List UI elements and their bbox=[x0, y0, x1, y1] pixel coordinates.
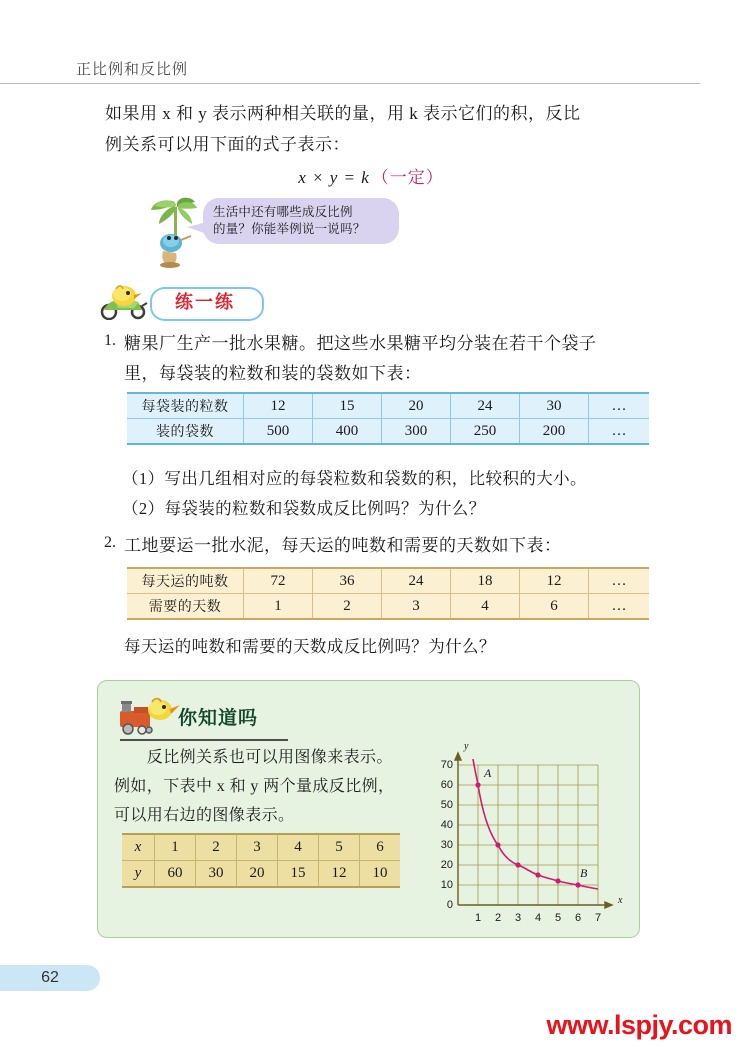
table-cell: 60 bbox=[155, 861, 196, 888]
table-cell: 500 bbox=[244, 419, 313, 445]
speech-bubble bbox=[203, 198, 399, 244]
xy-table bbox=[122, 833, 400, 888]
cement-table-row1-header: 每天运的吨数 bbox=[127, 568, 244, 594]
table-cell: … bbox=[589, 393, 650, 419]
candy-table bbox=[127, 392, 649, 445]
table-cell: 4 bbox=[278, 834, 319, 861]
train-with-chick-icon bbox=[116, 697, 186, 737]
formula bbox=[0, 163, 740, 188]
intro-paragraph bbox=[105, 98, 651, 160]
table-cell: 20 bbox=[237, 861, 278, 888]
table-cell: 72 bbox=[244, 568, 313, 594]
table-cell: 24 bbox=[382, 568, 451, 594]
table-cell: 2 bbox=[313, 594, 382, 620]
running-header bbox=[0, 58, 740, 88]
question-2-text bbox=[124, 531, 654, 561]
speech-bubble-group bbox=[145, 196, 445, 266]
table-cell: 15 bbox=[313, 393, 382, 419]
table-cell: 1 bbox=[244, 594, 313, 620]
practice-banner bbox=[98, 284, 318, 322]
xy-table-x-label: x bbox=[122, 834, 155, 861]
svg-text:30: 30 bbox=[440, 839, 453, 851]
table-cell: 300 bbox=[382, 419, 451, 445]
did-you-know-title: 你知道吗 bbox=[178, 708, 259, 729]
did-you-know-paragraph: 反比例关系也可以用图像来表示。例如，下表中 x 和 y 两个量成反比例，可以用右边的图像表示。 bbox=[114, 749, 395, 824]
question-2-followup: 每天运的吨数和需要的天数成反比例吗？为什么？ bbox=[124, 637, 496, 656]
table-cell: 250 bbox=[451, 419, 520, 445]
question-1-number: 1. bbox=[104, 332, 116, 349]
page-title: 正比例和反比例 bbox=[76, 62, 189, 78]
question-1-line-1: 糖果厂生产一批水果糖。把这些水果糖平均分装在若干个袋子 bbox=[124, 334, 597, 353]
svg-text:3: 3 bbox=[514, 912, 522, 924]
intro-line-1: 如果用 x 和 y 表示两种相关联的量，用 k 表示它们的积，反比 bbox=[105, 104, 581, 123]
graph-x-axis-label: x bbox=[618, 895, 623, 906]
table-cell: 6 bbox=[360, 834, 401, 861]
table-row bbox=[127, 393, 649, 419]
svg-text:70: 70 bbox=[440, 759, 453, 771]
table-cell: 400 bbox=[313, 419, 382, 445]
bubble-line-1: 生活中还有哪些成反比例 bbox=[213, 205, 353, 219]
graph-point-label-a: A bbox=[484, 766, 492, 780]
xy-table-y-label: y bbox=[122, 861, 155, 888]
question-1-sub-2: （2）每袋装的粒数和袋数成反比例吗？为什么？ bbox=[122, 499, 486, 518]
practice-label: 练一练 bbox=[175, 292, 235, 312]
table-cell: 24 bbox=[451, 393, 520, 419]
graph-point-label-b: B bbox=[580, 866, 588, 880]
svg-text:1: 1 bbox=[474, 912, 482, 924]
candy-table-row1-header: 每袋装的粒数 bbox=[127, 393, 244, 419]
svg-text:60: 60 bbox=[440, 779, 453, 791]
table-cell: 12 bbox=[520, 568, 589, 594]
svg-text:6: 6 bbox=[574, 912, 582, 924]
table-cell: 2 bbox=[196, 834, 237, 861]
header-divider bbox=[0, 83, 700, 84]
table-cell: 36 bbox=[313, 568, 382, 594]
question-1-text bbox=[124, 329, 654, 389]
table-cell: 6 bbox=[520, 594, 589, 620]
table-row bbox=[122, 861, 400, 888]
formula-note: （一定） bbox=[371, 168, 444, 187]
site-watermark: www.lspjy.com bbox=[546, 1010, 732, 1040]
question-2-line-1: 工地要运一批水泥，每天运的吨数和需要的天数如下表： bbox=[124, 536, 562, 555]
table-cell: … bbox=[589, 419, 650, 445]
table-cell: 20 bbox=[382, 393, 451, 419]
table-cell: 18 bbox=[451, 568, 520, 594]
table-cell: 10 bbox=[360, 861, 401, 888]
bubble-line-2: 的量？你能举例说一说吗？ bbox=[213, 222, 366, 236]
table-row bbox=[122, 834, 400, 861]
graph-y-axis-label: y bbox=[464, 741, 469, 752]
svg-text:7: 7 bbox=[594, 912, 602, 924]
svg-text:5: 5 bbox=[554, 912, 562, 924]
table-cell: 30 bbox=[196, 861, 237, 888]
formula-expression: x × y = k bbox=[298, 168, 370, 187]
candy-table-row2-header: 装的袋数 bbox=[127, 419, 244, 445]
table-cell: 12 bbox=[244, 393, 313, 419]
table-cell: 5 bbox=[319, 834, 360, 861]
table-cell: 3 bbox=[237, 834, 278, 861]
intro-line-2: 例关系可以用下面的式子表示： bbox=[105, 135, 350, 154]
chick-on-bike-icon bbox=[98, 284, 150, 320]
did-you-know-box bbox=[97, 680, 640, 938]
question-1-line-2: 里，每袋装的粒数和装的袋数如下表： bbox=[124, 364, 422, 383]
table-row bbox=[127, 419, 649, 445]
graph-y-tick-labels bbox=[441, 759, 453, 911]
cement-table bbox=[127, 567, 649, 620]
table-row bbox=[127, 594, 649, 620]
svg-text:10: 10 bbox=[440, 879, 453, 891]
table-cell: … bbox=[589, 568, 650, 594]
page-number: 62 bbox=[41, 969, 59, 986]
table-row bbox=[127, 568, 649, 594]
svg-text:4: 4 bbox=[534, 912, 542, 924]
table-cell: 3 bbox=[382, 594, 451, 620]
table-cell: 200 bbox=[520, 419, 589, 445]
table-cell: 1 bbox=[155, 834, 196, 861]
table-cell: 12 bbox=[319, 861, 360, 888]
cement-table-row2-header: 需要的天数 bbox=[127, 594, 244, 620]
graph-x-tick-labels bbox=[475, 912, 601, 924]
did-you-know-header bbox=[116, 695, 326, 737]
table-cell: 4 bbox=[451, 594, 520, 620]
table-cell: 15 bbox=[278, 861, 319, 888]
question-2-number: 2. bbox=[104, 534, 116, 551]
table-cell: 30 bbox=[520, 393, 589, 419]
svg-text:50: 50 bbox=[440, 799, 453, 811]
svg-text:20: 20 bbox=[440, 859, 453, 871]
svg-text:40: 40 bbox=[440, 819, 453, 831]
question-1-sub-1: （1）写出几组相对应的每袋粒数和袋数的积，比较积的大小。 bbox=[122, 469, 587, 488]
did-you-know-underline bbox=[120, 739, 288, 741]
svg-text:0: 0 bbox=[446, 899, 453, 911]
inverse-proportion-graph bbox=[420, 737, 625, 927]
svg-text:2: 2 bbox=[494, 912, 502, 924]
table-cell: … bbox=[589, 594, 650, 620]
